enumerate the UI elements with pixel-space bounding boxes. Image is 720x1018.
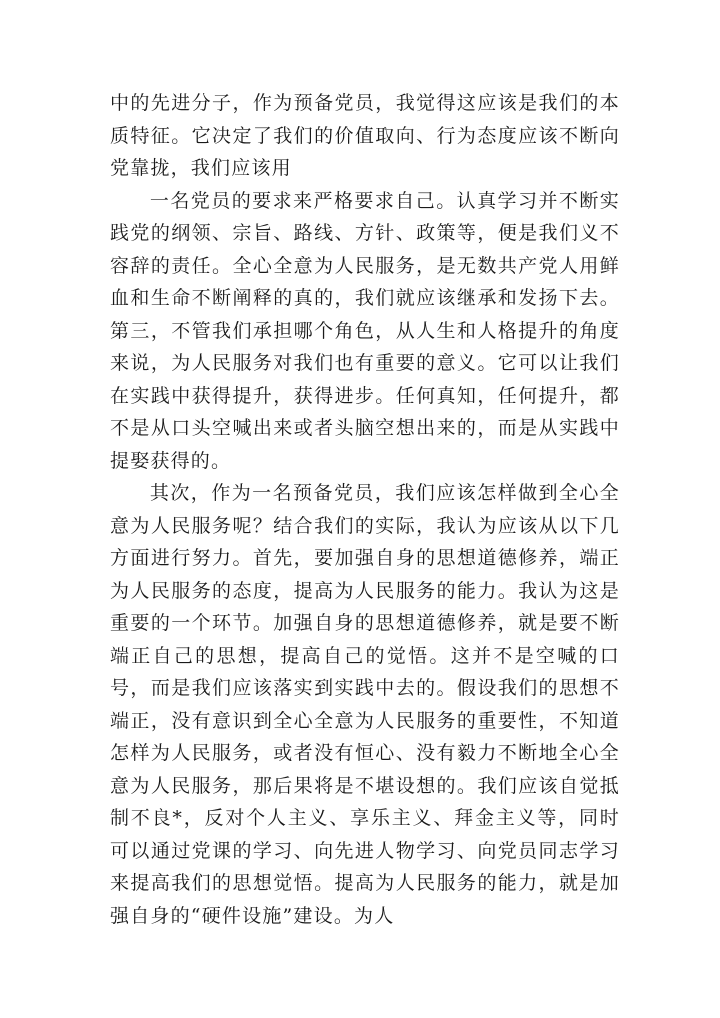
- paragraph-2: 一名党员的要求来严格要求自己。认真学习并不断实践党的纲领、宗旨、路线、方针、政策等，便是我们义不容辞的责任。全心全意为人民服务，是无数共产党人用鲜血和生命不断阐释的真的，我们就应该继承和发扬下去。第三，不管我们承担哪个角色，从人生和人格提升的角度来说，为人民服务对我们也有重要的意义。它可以让我们在实践中获得提升，获得进步。任何真知，任何提升，都不是从口头空喊出来或者头脑空想出来的，而是从实践中提娶获得的。: [110, 189, 620, 472]
- paragraph-1: 中的先进分子，作为预备党员，我觉得这应该是我们的本质特征。它决定了我们的价值取向、行为态度应该不断向党靠拢，我们应该用: [110, 92, 620, 179]
- paragraph-3: 其次，作为一名预备党员，我们应该怎样做到全心全意为人民服务呢？结合我们的实际，我认为应该从以下几方面进行努力。首先，要加强自身的思想道德修养，端正为人民服务的态度，提高为人民服务的能力。我认为这是重要的一个环节。加强自身的思想道德修养，就是要不断端正自己的思想，提高自己的觉悟。这并不是空喊的口号，而是我们应该落实到实践中去的。假设我们的思想不端正，没有意识到全心全意为人民服务的重要性，不知道怎样为人民服务，或者没有恒心、没有毅力不断地全心全意为人民服务，那后果将是不堪设想的。我们应该自觉抵制不良*，反对个人主义、享乐主义、拜金主义等，同时可以通过党课的学习、向先进人物学习、向党员同志学习来提高我们的思想觉悟。提高为人民服务的能力，就是加强自身的“硬件设施”建设。为人: [110, 482, 620, 927]
- document-body: [110, 87, 620, 932]
